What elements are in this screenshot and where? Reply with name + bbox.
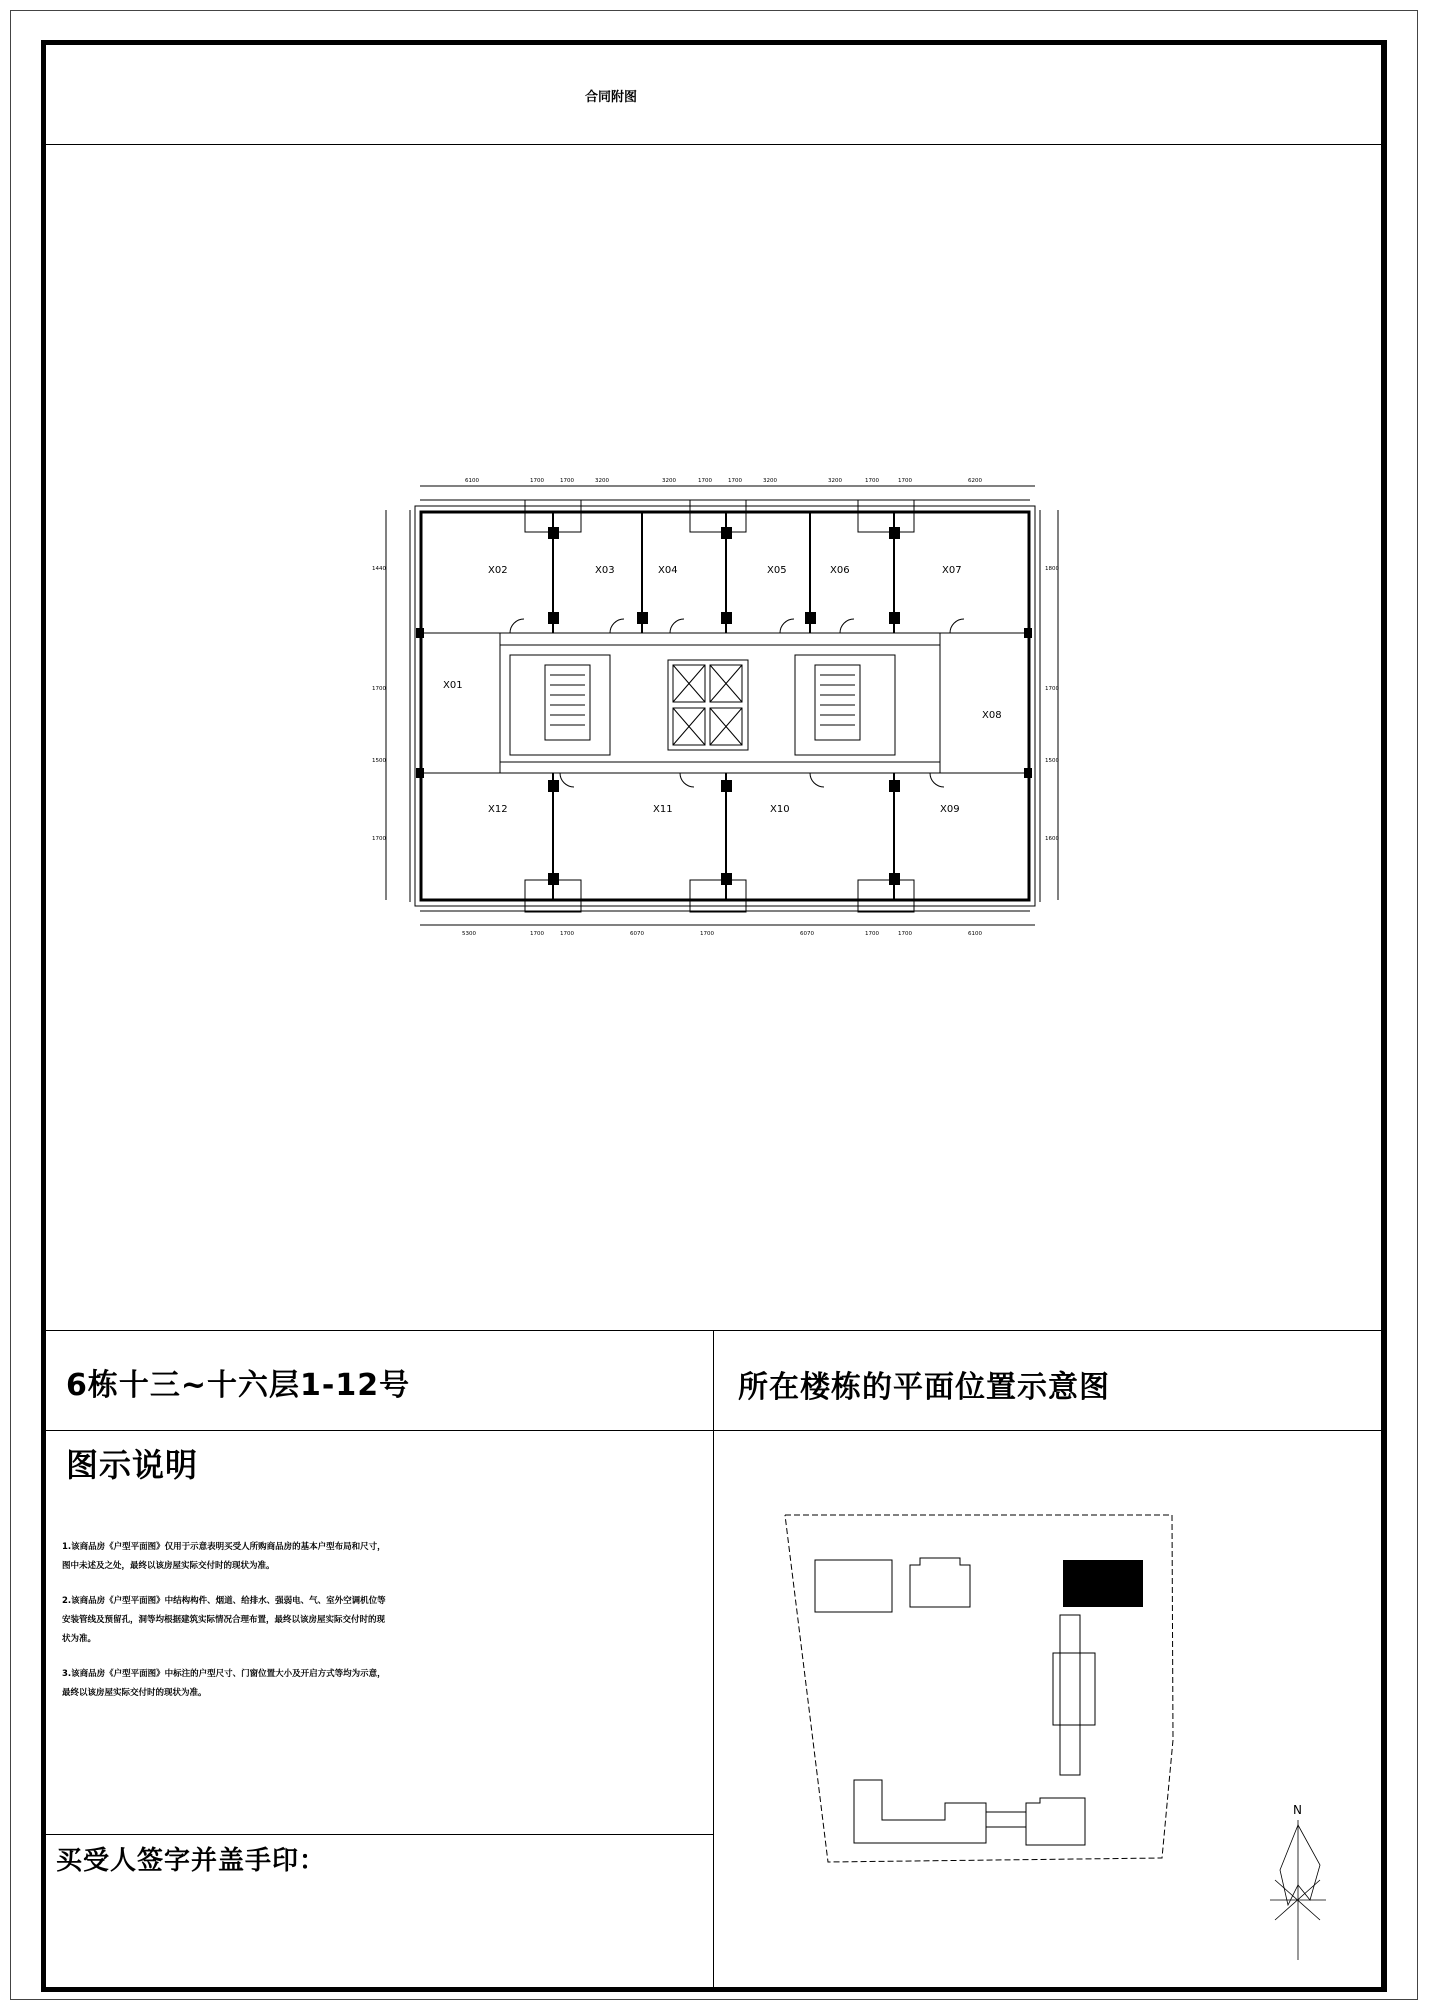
note-3: 3.该商品房《户型平面图》中标注的户型尺寸、门窗位置大小及开启方式等均为示意，最终以该房屋实际交付时的现状为准。 (62, 1669, 386, 1698)
note-1: 1.该商品房《户型平面图》仅用于示意表明买受人所购商品房的基本户型布局和尺寸，图中未述及之处，最终以该房屋实际交付时的现状为准。 (62, 1542, 386, 1571)
north-arrow (1270, 1820, 1326, 1960)
dim-top-6: 1700 (698, 478, 712, 484)
site-plan (770, 1500, 1370, 1980)
dim-bottom-8: 1700 (898, 931, 912, 937)
dim-right-3: 1500 (1045, 758, 1059, 764)
dim-top-2: 1700 (530, 478, 544, 484)
dim-top-11: 1700 (898, 478, 912, 484)
dim-left-1: 1440 (372, 566, 386, 572)
dim-top-3: 1700 (560, 478, 574, 484)
unit-label-x12: X12 (488, 804, 508, 815)
dim-right-1: 1800 (1045, 566, 1059, 572)
unit-label-x05: X05 (767, 565, 787, 576)
info-divider-mid (46, 1430, 1382, 1431)
unit-label-x06: X06 (830, 565, 850, 576)
dim-bottom-6: 6070 (800, 931, 814, 937)
dim-bottom-7: 1700 (865, 931, 879, 937)
location-title: 所在楼栋的平面位置示意图 (738, 1370, 1110, 1405)
dim-right-2: 1700 (1045, 686, 1059, 692)
dim-bottom-4: 6070 (630, 931, 644, 937)
legend-title: 图示说明 (66, 1446, 199, 1484)
header-divider (46, 144, 1382, 145)
dim-top-4: 3200 (595, 478, 609, 484)
dim-top-5: 3200 (662, 478, 676, 484)
dim-bottom-1: 5300 (462, 931, 476, 937)
dim-bottom-5: 1700 (700, 931, 714, 937)
dim-bottom-3: 1700 (560, 931, 574, 937)
unit-label-x10: X10 (770, 804, 790, 815)
unit-label-x04: X04 (658, 565, 678, 576)
dim-top-8: 3200 (763, 478, 777, 484)
dim-left-4: 1700 (372, 836, 386, 842)
dim-top-9: 3200 (828, 478, 842, 484)
dim-bottom-2: 1700 (530, 931, 544, 937)
dim-top-10: 1700 (865, 478, 879, 484)
dim-right-4: 1600 (1045, 836, 1059, 842)
unit-label-x07: X07 (942, 565, 962, 576)
dim-left-3: 1500 (372, 758, 386, 764)
info-divider-top (46, 1330, 1382, 1331)
unit-label-x01: X01 (443, 680, 463, 691)
right-inner-border (1381, 40, 1382, 1992)
dim-left-2: 1700 (372, 686, 386, 692)
unit-title: 6栋十三~十六层1-12号 (66, 1368, 411, 1403)
floor-plan (370, 470, 1060, 950)
page-title: 合同附图 (585, 90, 638, 105)
north-label: N (1293, 1803, 1302, 1817)
unit-label-x11: X11 (653, 804, 673, 815)
signature-divider (46, 1834, 714, 1835)
unit-label-x09: X09 (940, 804, 960, 815)
highlighted-building (1063, 1560, 1143, 1607)
dim-bottom-9: 6100 (968, 931, 982, 937)
dim-top-12: 6200 (968, 478, 982, 484)
signature-label: 买受人签字并盖手印： (56, 1846, 327, 1876)
unit-label-x03: X03 (595, 565, 615, 576)
info-column-divider (713, 1330, 714, 1987)
unit-label-x08: X08 (982, 710, 1002, 721)
legend-notes (62, 1538, 392, 1719)
note-2: 2.该商品房《户型平面图》中结构构件、烟道、给排水、强弱电、气、室外空调机位等安装管线及预留孔，洞等均根据建筑实际情况合理布置，最终以该房屋实际交付时的现状为准。 (62, 1596, 386, 1644)
unit-label-x02: X02 (488, 565, 508, 576)
dim-top-7: 1700 (728, 478, 742, 484)
dim-top-1: 6100 (465, 478, 479, 484)
